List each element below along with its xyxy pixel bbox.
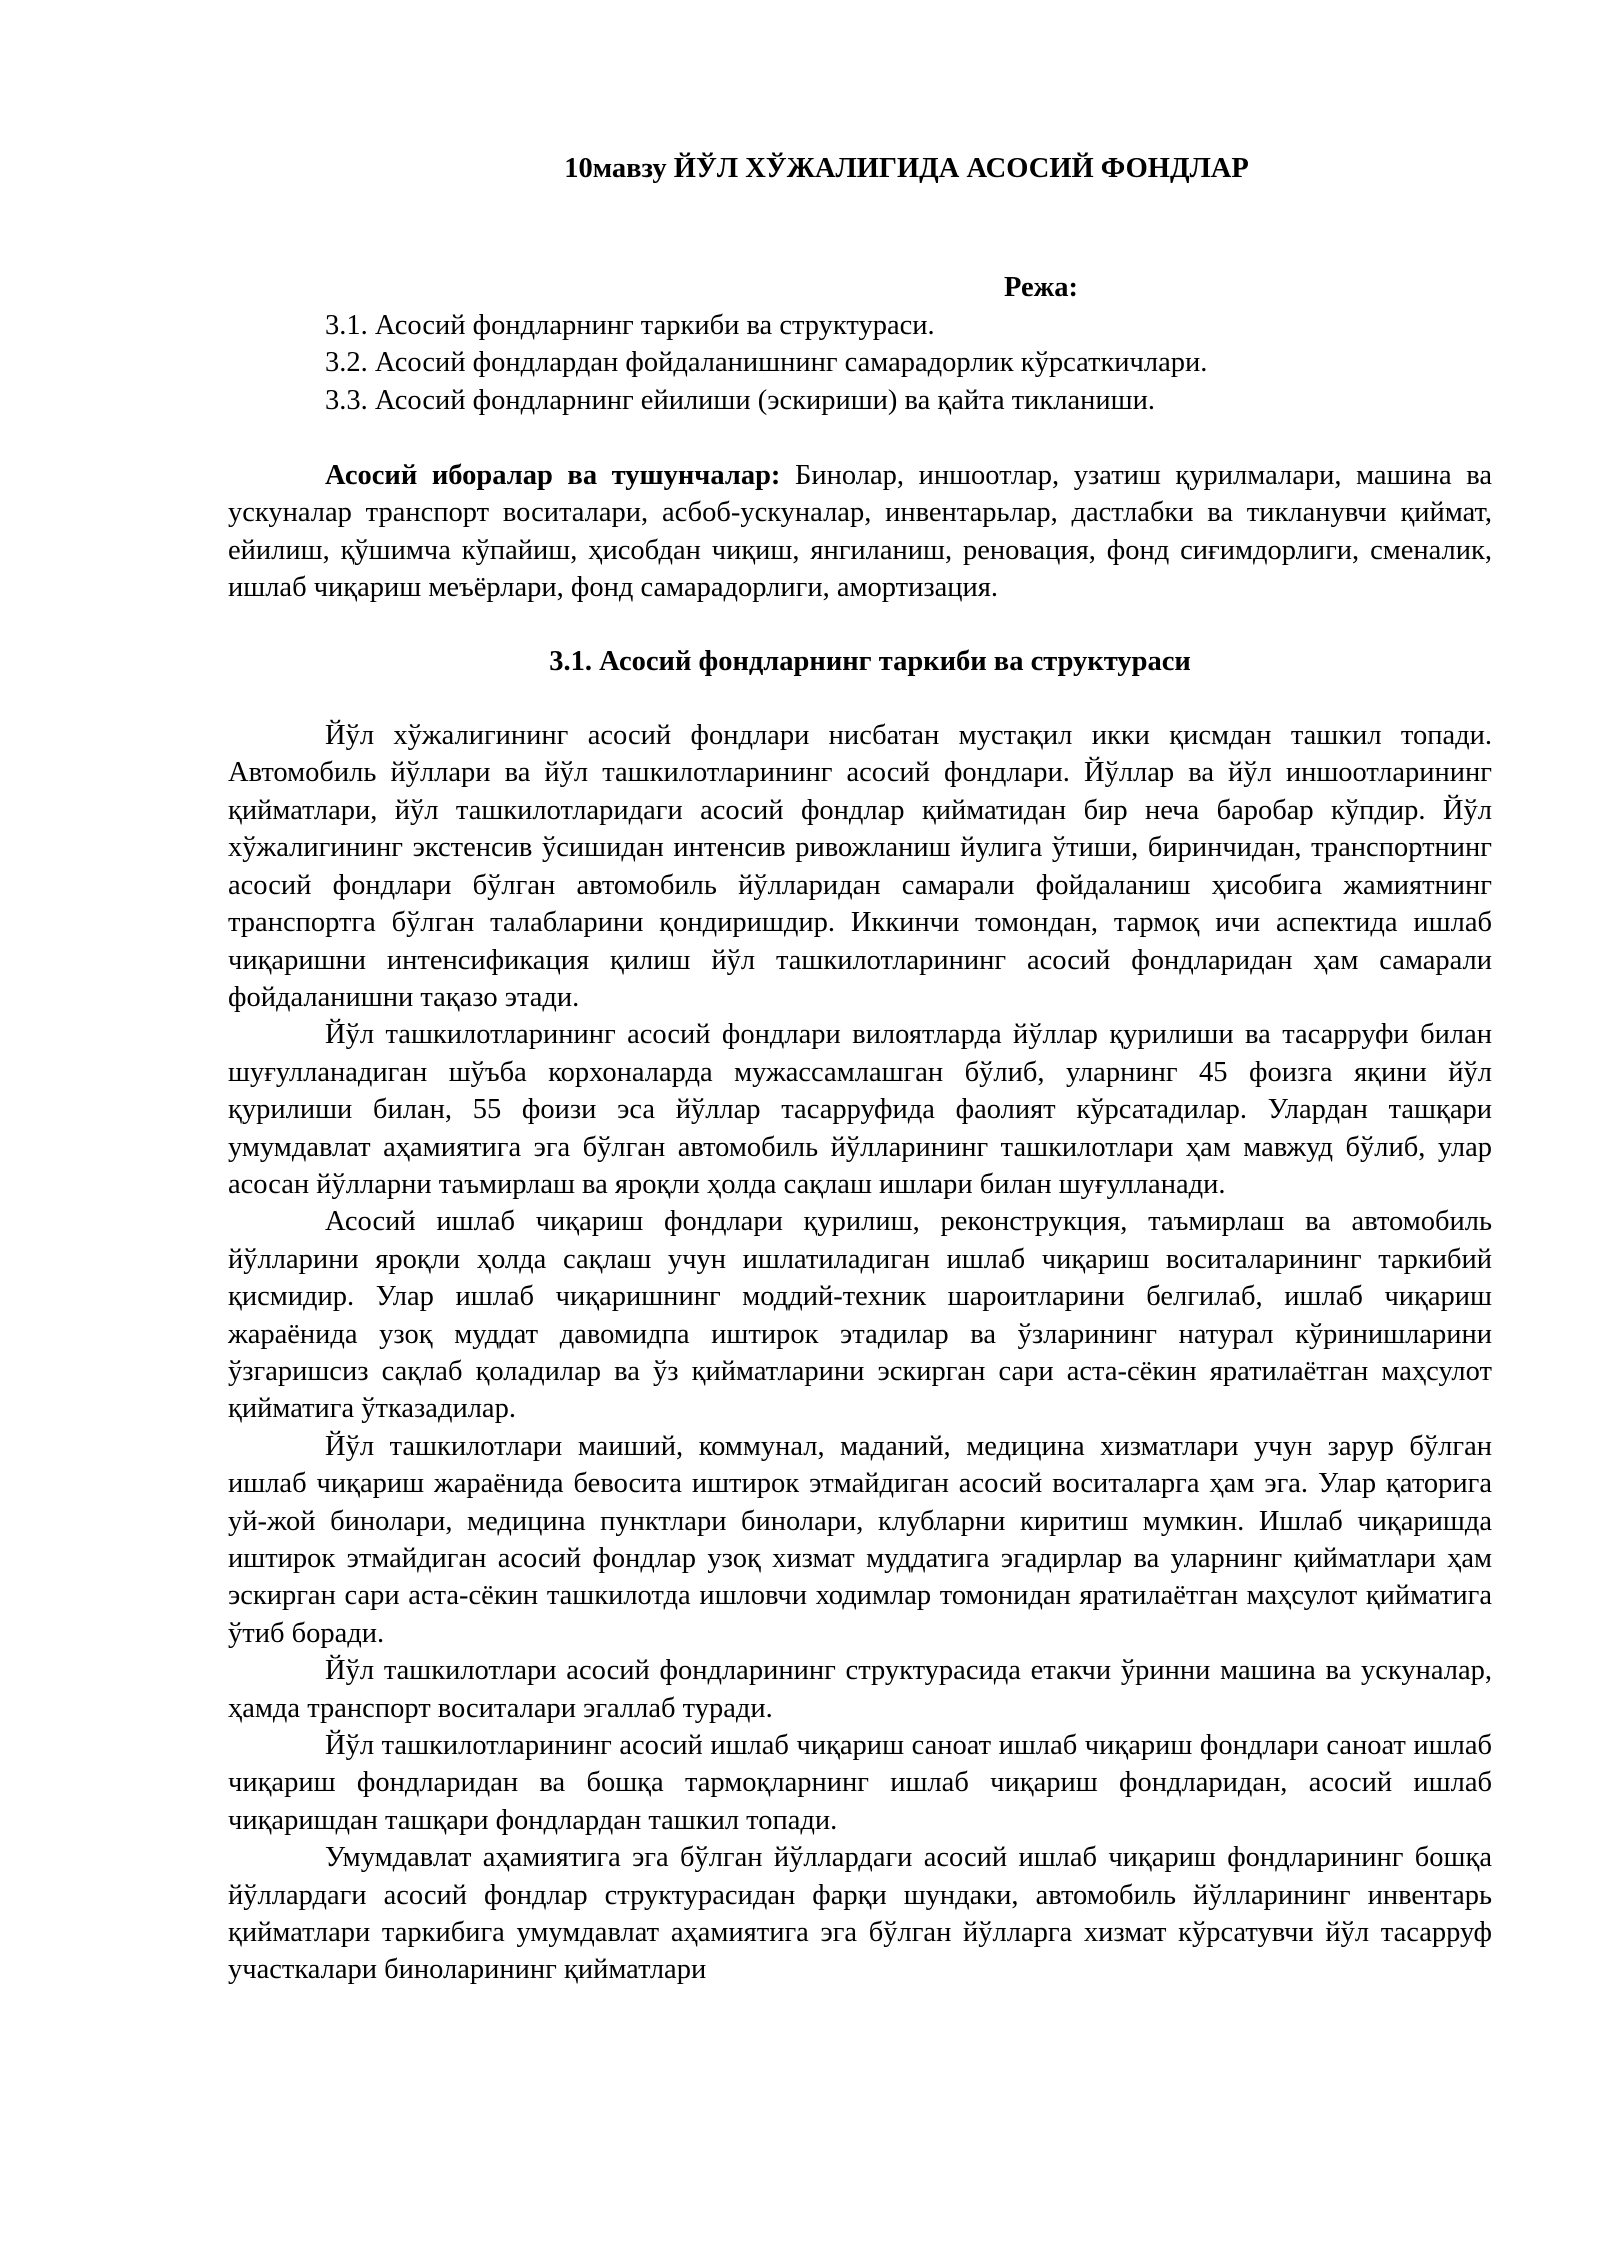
plan-item: 3.2. Асосий фондлардан фойдаланишнинг самарадорлик кўрсаткичлари. <box>325 347 1208 379</box>
body-paragraph: Асосий ишлаб чиқариш фондлари қурилиш, реконструкция, таъмирлаш ва автомобиль йўлларини яроқли ҳолда сақлаш учун ишлатиладиган ишлаб чиқариш воситаларининг таркибий қисмидир. Улар ишлаб чиқаришнинг моддий-техник шароитларини белгилаб, ишлаб чиқариш жараёнида узоқ муддат давомидпа иштирок этадилар ва ўзларининг натурал кўринишларини ўзгаришсиз сақлаб қоладилар ва ўз қийматларини эскирган сари аста-сёкин яратилаётган маҳсулот қийматига ўтказадилар. <box>228 1206 1492 1425</box>
keywords-paragraph <box>228 457 1492 607</box>
body-paragraph: Йўл ташкилотлари маиший, коммунал, маданий, медицина хизматлари учун зарур бўлган ишлаб чиқариш жараёнида бевосита иштирок этмайдиган асосий воситаларга ҳам эга. Улар қаторига уй-жой бинолари, медицина пунктлари бинолари, клубларни киритиш мумкин. Ишлаб чиқаришда иштирок этмайдиган асосий фондлар узоқ хизмат муддатига эгадирлар ва уларнинг қийматлари ҳам эскирган сари аста-сёкин ташкилотда ишловчи ходимлар томонидан яратилаётган маҳсулот қийматига ўтиб боради. <box>228 1430 1492 1649</box>
body-paragraph: Умумдавлат аҳамиятига эга бўлган йўллардаги асосий ишлаб чиқариш фондларининг бошқа йўллардаги асосий фондлар структурасидан фарқи шундаки, автомобиль йўлларининг инвентарь қийматлари таркибига умумдавлат аҳамиятига эга бўлган йўлларга хизмат кўрсатувчи йўл тасарруф участкалари биноларининг қийматлари <box>228 1842 1492 1986</box>
body-paragraph: Йўл ташкилотларининг асосий ишлаб чиқариш саноат ишлаб чиқариш фондлари саноат ишлаб чиқариш фондларидан ва бошқа тармоқларнинг ишлаб чиқариш фондларидан, асосий ишлаб чиқаришдан ташқари фондлардан ташкил топади. <box>228 1730 1492 1836</box>
plan-heading: Режа: <box>1003 272 1079 304</box>
plan-list <box>228 307 1492 419</box>
document-body <box>228 150 1492 1989</box>
section-heading: 3.1. Асосий фондларнинг таркиби ва структураси <box>549 645 1191 677</box>
document-title: 10мавзу ЙЎЛ ХЎЖАЛИГИДА АСОСИЙ ФОНДЛАР <box>564 153 1249 184</box>
keywords-text: Бинолар, иншоотлар, узатиш қурилмалари, машина ва ускуналар транспорт воситалари, асбоб-ускуналар, инвентарьлар, дастлабки ва тикланувчи қиймат, ейилиш, қўшимча кўпайиш, ҳисобдан чиқиш, янгиланиш, реновация, фонд сиғимдорлиги, сменалик, ишлаб чиқариш меъёрлари, фонд самарадорлиги, амортизация. <box>228 460 1492 604</box>
body-paragraph: Йўл ташкилотлари асосий фондларининг структурасида етакчи ўринни машина ва ускуналар, ҳамда транспорт воситалари эгаллаб туради. <box>228 1655 1492 1724</box>
plan-item: 3.1. Асосий фондларнинг таркиби ва структураси. <box>325 309 935 341</box>
keywords-label: Асосий иборалар ва тушунчалар: <box>325 460 781 492</box>
plan-item: 3.3. Асосий фондларнинг ейилиши (эскириши) ва қайта тикланиши. <box>325 384 1155 416</box>
body-paragraph: Йўл хўжалигининг асосий фондлари нисбатан мустақил икки қисмдан ташкил топади. Автомобиль йўллари ва йўл ташкилотларининг асосий фондлари. Йўллар ва йўл иншоотларининг қийматлари, йўл ташкилотларидаги асосий фондлар қийматидан бир неча баробар кўпдир. Йўл хўжалигининг экстенсив ўсишидан интенсив ривожланиш йулига ўтиши, биринчидан, транспортнинг асосий фондлари бўлган автомобиль йўлларидан самарали фойдаланиш ҳисобига жамиятнинг транспортга бўлган талабларини қондиришдир. Иккинчи томондан, тармоқ ичи аспектида ишлаб чиқаришни интенсификация қилиш йўл ташкилотларининг асосий фондларидан ҳам самарали фойдаланишни тақазо этади. <box>228 720 1492 1013</box>
body-paragraph: Йўл ташкилотларининг асосий фондлари вилоятларда йўллар қурилиши ва тасарруфи билан шуғулланадиган шўъба корхоналарда мужассамлашган бўлиб, уларнинг 45 фоизга яқини йўл қурилиши билан, 55 фоизи эса йўллар тасарруфида фаолият кўрсатадилар. Улардан ташқари умумдавлат аҳамиятига эга бўлган автомобиль йўлларининг ташкилотлари ҳам мавжуд бўлиб, улар асосан йўлларни таъмирлаш ва яроқли ҳолда сақлаш ишлари билан шуғулланади. <box>228 1019 1492 1200</box>
